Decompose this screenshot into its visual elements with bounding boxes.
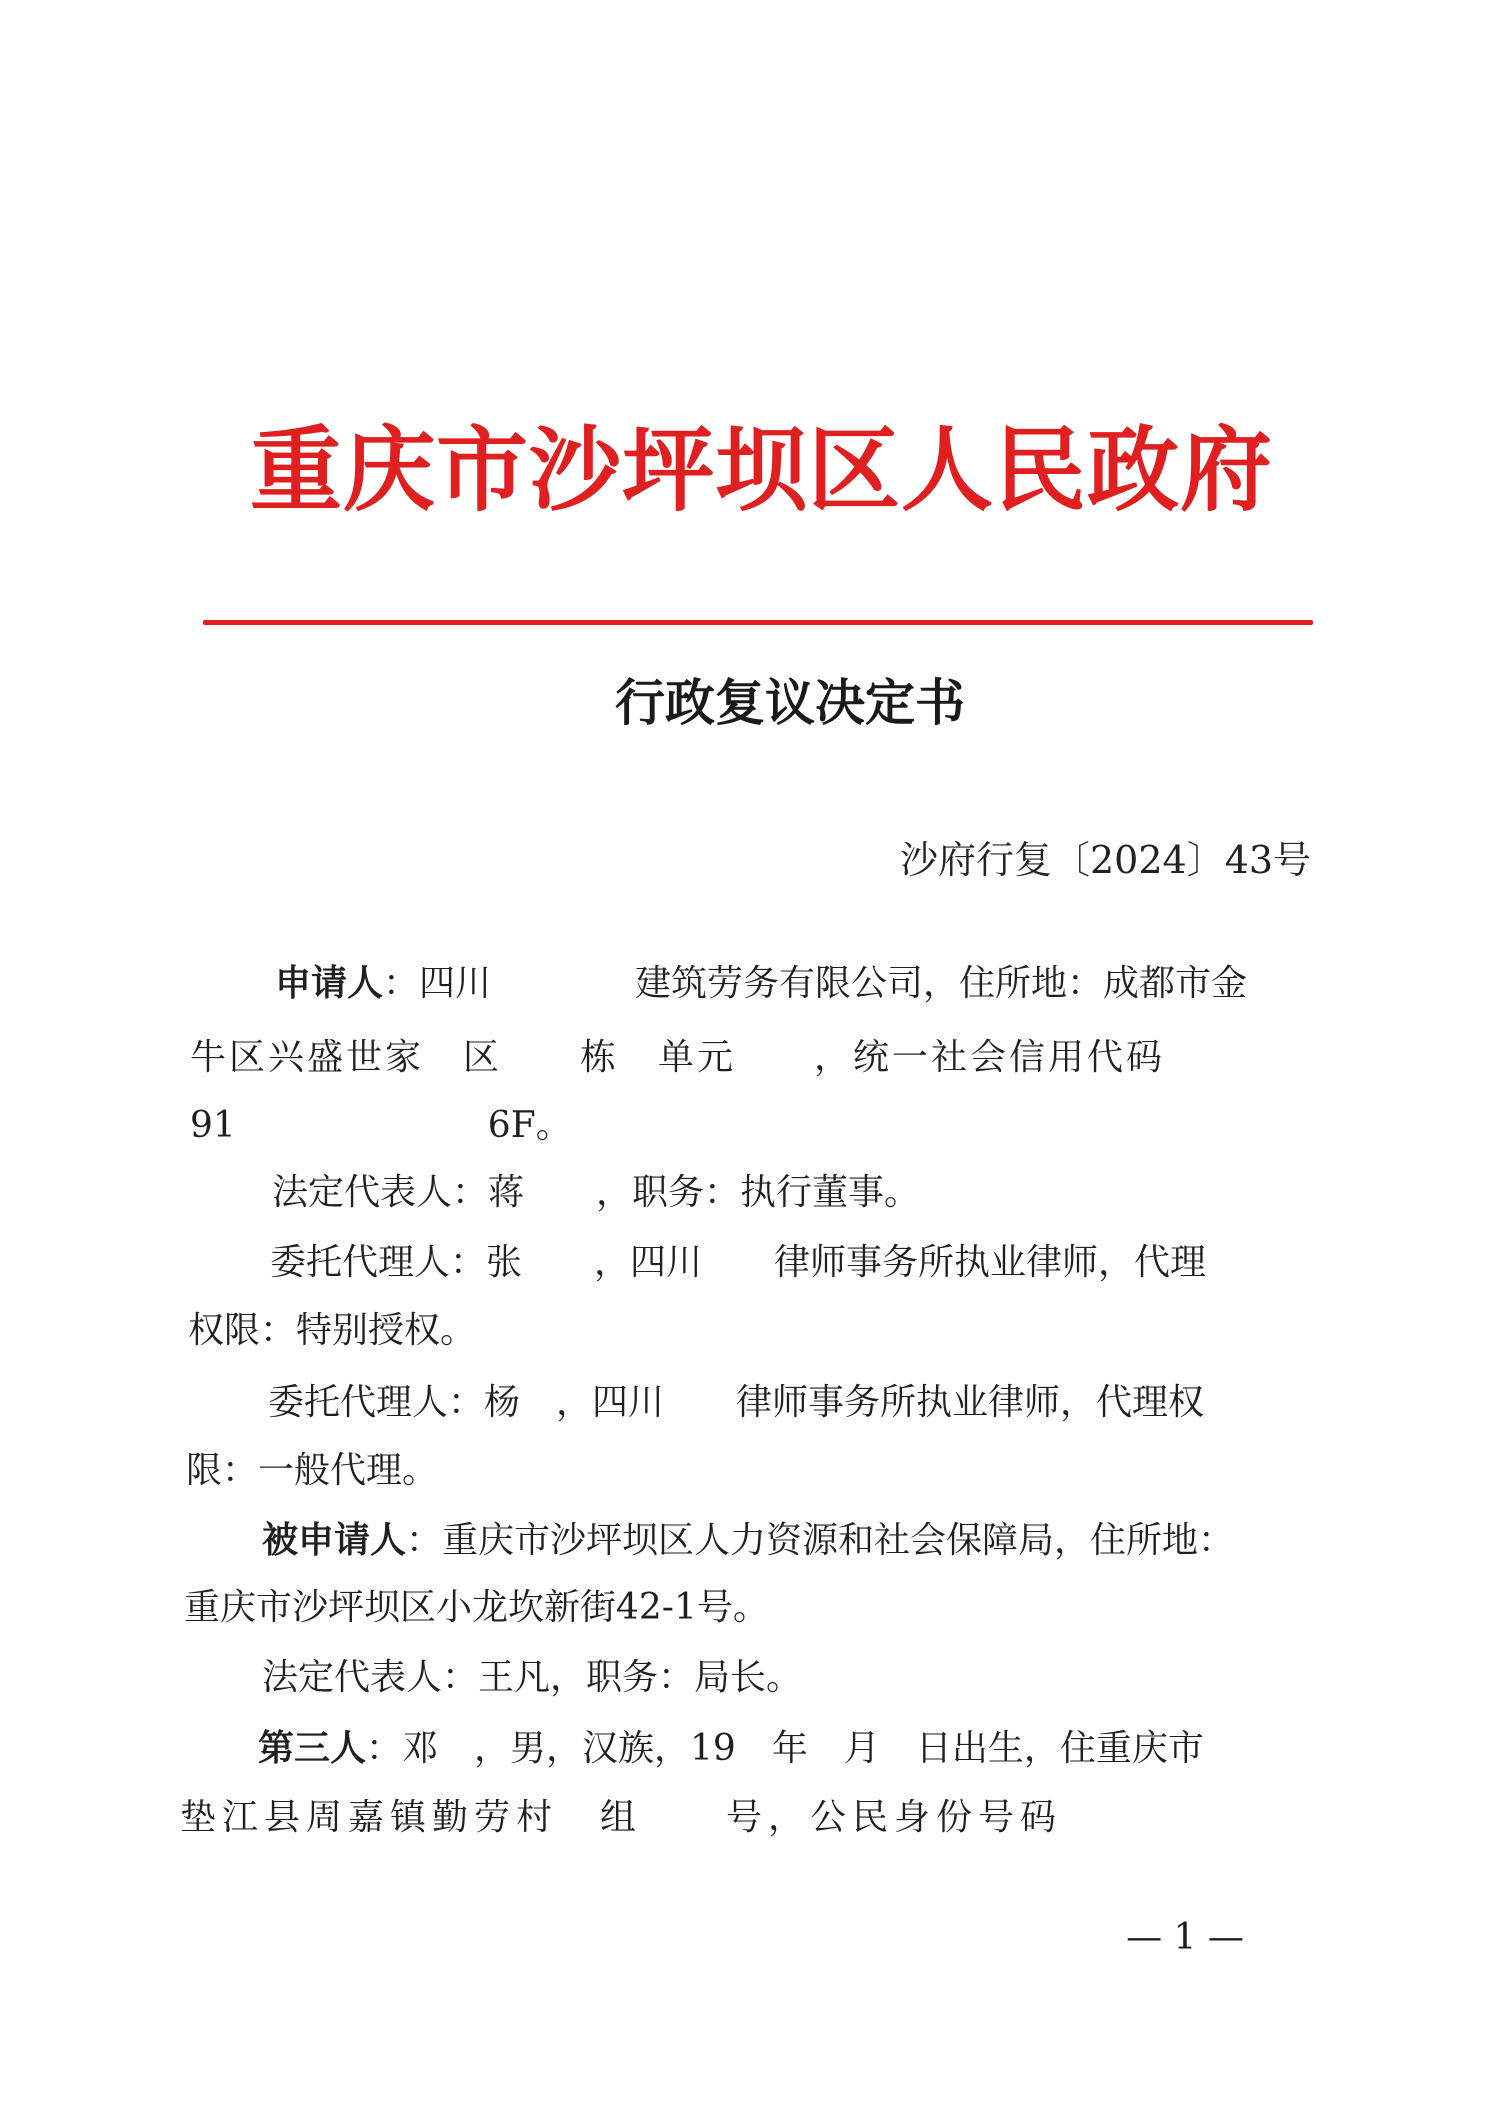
page-number: — 1 —	[1126, 1917, 1244, 1958]
respondent-paragraph-line-2: 重庆市沙坪坝区小龙坎新街42-1号。	[184, 1587, 769, 1628]
applicant-label: 申请人	[275, 962, 384, 1004]
agent1-line-1: 委托代理人：张 ，四川 律师事务所执业律师，代理	[270, 1242, 1207, 1283]
applicant-text-1: ：四川 建筑劳务有限公司，住所地：成都市金	[383, 963, 1248, 1004]
document-number: 沙府行复〔2024〕43号	[900, 838, 1312, 882]
third-party-text-1: ：邓 ，男，汉族，19 年 月 日出生，住重庆市	[366, 1728, 1204, 1769]
agent1-line-2: 权限：特别授权。	[188, 1310, 477, 1351]
red-header-rule	[203, 620, 1313, 625]
applicant-paragraph-line-3: 91 6F。	[190, 1105, 572, 1146]
applicant-legal-representative: 法定代表人：蒋 ，职务：执行董事。	[272, 1172, 921, 1213]
issuing-organization-header: 重庆市沙坪坝区人民政府	[250, 416, 1274, 524]
third-party-label: 第三人	[258, 1727, 367, 1769]
respondent-label: 被申请人	[262, 1519, 407, 1561]
third-party-paragraph-line-2: 垫江县周嘉镇勤劳村 组 号，公民身份号码	[180, 1797, 1063, 1838]
applicant-paragraph-line-1	[275, 955, 1315, 1011]
applicant-paragraph-line-2: 牛区兴盛世家 区 栋 单元 ，统一社会信用代码	[190, 1037, 1166, 1078]
document-title: 行政复议决定书	[615, 673, 965, 732]
agent2-line-2: 限：一般代理。	[186, 1450, 439, 1491]
respondent-paragraph-line-1	[262, 1512, 1312, 1568]
agent2-line-1: 委托代理人：杨 ，四川 律师事务所执业律师，代理权	[268, 1382, 1205, 1423]
respondent-legal-representative: 法定代表人：王凡，职务：局长。	[262, 1657, 803, 1698]
third-party-paragraph-line-1	[258, 1720, 1313, 1776]
respondent-text-1: ：重庆市沙坪坝区人力资源和社会保障局，住所地：	[406, 1520, 1235, 1561]
